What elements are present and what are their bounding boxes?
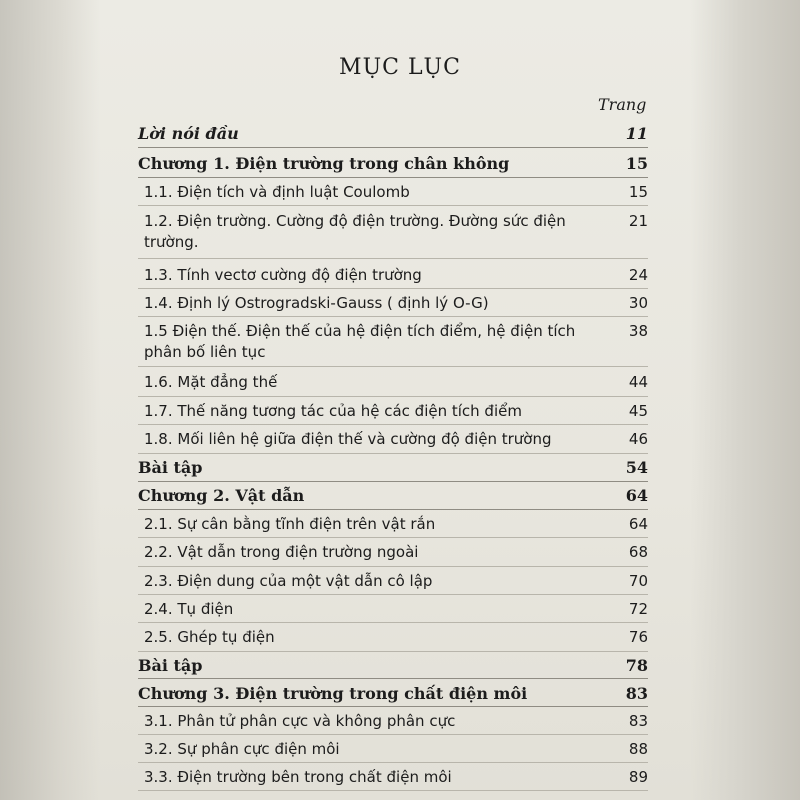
divider	[138, 594, 648, 595]
toc-entry-2-4	[138, 599, 648, 620]
divider	[138, 288, 648, 289]
divider	[138, 366, 648, 367]
toc-entry-label: 1.8. Mối liên hệ giữa điện thế và cường độ điện trường	[144, 430, 552, 448]
toc-entry-label: 1.3. Tính vectơ cường độ điện trường	[144, 266, 422, 284]
toc-entry-label: 3.3. Điện trường bên trong chất điện môi	[144, 768, 452, 786]
toc-entry-label: Lời nói đầu	[138, 124, 239, 143]
toc-entry-label: 1.2. Điện trường. Cường độ điện trường. Đường sức điện trường.	[144, 212, 566, 251]
toc-entry-label: Bài tập	[138, 656, 203, 675]
toc-entry-3-3	[138, 767, 648, 788]
divider	[138, 177, 648, 178]
toc-entry-page: 68	[628, 543, 648, 561]
page-right-edge	[690, 0, 800, 800]
divider	[138, 509, 648, 510]
toc-entry-2-5	[138, 627, 648, 648]
toc-entry-page: 64	[628, 515, 648, 533]
toc-entry-1-6	[138, 372, 648, 393]
toc-entry-preface	[138, 123, 648, 144]
divider	[138, 316, 648, 317]
divider	[138, 205, 648, 206]
toc-entry-label: 3.1. Phân tử phân cực và không phân cực	[144, 712, 456, 730]
toc-entry-page: 24	[628, 266, 648, 284]
toc-entry-label: 2.1. Sự cân bằng tĩnh điện trên vật rắn	[144, 515, 436, 533]
toc-entry-label: 3.2. Sự phân cực điện môi	[144, 740, 340, 758]
toc-entry-page: 70	[628, 572, 648, 590]
toc-entry-page: 45	[628, 402, 648, 420]
toc-entry-3-1	[138, 711, 648, 732]
toc-entry-label: 1.7. Thế năng tương tác của hệ các điện tích điểm	[144, 402, 522, 420]
toc-entry-chapter-3	[138, 683, 648, 704]
toc-entry-chapter-1	[138, 153, 648, 174]
toc-entry-label: 2.2. Vật dẫn trong điện trường ngoài	[144, 543, 419, 561]
toc-entry-page: 83	[628, 712, 648, 730]
toc-entry-label: Bài tập	[138, 458, 203, 477]
toc-entry-1-5	[138, 321, 648, 363]
toc-entry-1-8	[138, 429, 648, 450]
toc-entry-page: 78	[625, 656, 648, 675]
divider	[138, 651, 648, 652]
toc-entry-1-3	[138, 265, 648, 286]
toc-entry-page: 89	[628, 768, 648, 786]
divider	[138, 537, 648, 538]
divider	[138, 147, 648, 148]
toc-entry-page: 54	[625, 458, 648, 477]
divider	[138, 678, 648, 679]
toc-entry-2-2	[138, 542, 648, 563]
divider	[138, 481, 648, 482]
divider	[138, 734, 648, 735]
toc-entry-page: 15	[628, 183, 648, 201]
toc-entry-page: 83	[625, 684, 648, 703]
toc-entry-page: 88	[628, 740, 648, 758]
toc-entry-1-7	[138, 401, 648, 422]
divider	[138, 790, 648, 791]
toc-entry-2-3	[138, 571, 648, 592]
divider	[138, 453, 648, 454]
toc-entry-label: 1.4. Định lý Ostrogradski-Gauss ( định lý O-G)	[144, 294, 489, 312]
toc-entry-label: 1.6. Mặt đẳng thế	[144, 373, 278, 391]
toc-entry-1-4	[138, 293, 648, 314]
page-column-header: Trang	[598, 95, 647, 114]
divider	[138, 258, 648, 259]
toc-entry-label: Chương 2. Vật dẫn	[138, 486, 305, 505]
toc-entry-page: 64	[625, 486, 648, 505]
toc-entry-1-2	[138, 211, 648, 253]
divider	[138, 622, 648, 623]
toc-entry-1-1	[138, 182, 648, 203]
toc-entry-label: 2.3. Điện dung của một vật dẫn cô lập	[144, 572, 433, 590]
toc-entry-label: 2.4. Tụ điện	[144, 600, 234, 618]
toc-entry-page: 21	[628, 212, 648, 230]
toc-entry-label: 1.1. Điện tích và định luật Coulomb	[144, 183, 410, 201]
divider	[138, 706, 648, 707]
toc-entry-label: 1.5 Điện thế. Điện thế của hệ điện tích điểm, hệ điện tích phân bố liên tục	[144, 322, 576, 361]
toc-entry-label: 2.5. Ghép tụ điện	[144, 628, 275, 646]
toc-entry-3-2	[138, 739, 648, 760]
page-left-shadow	[0, 0, 100, 800]
divider	[138, 396, 648, 397]
divider	[138, 424, 648, 425]
toc-entry-page: 30	[628, 294, 648, 312]
divider	[138, 566, 648, 567]
toc-entry-chapter-2	[138, 485, 648, 506]
toc-entry-page: 44	[628, 373, 648, 391]
toc-entry-page: 38	[628, 322, 648, 340]
toc-entry-page: 11	[625, 124, 648, 143]
toc-entry-page: 76	[628, 628, 648, 646]
toc-entry-2-1	[138, 514, 648, 535]
toc-entry-exercises-1	[138, 457, 648, 478]
toc-entry-label: Chương 1. Điện trường trong chân không	[138, 154, 510, 173]
toc-entry-exercises-2	[138, 655, 648, 676]
toc-entry-page: 46	[628, 430, 648, 448]
toc-entry-page: 72	[628, 600, 648, 618]
page-title: MỤC LỤC	[339, 55, 461, 80]
toc-entry-label: Chương 3. Điện trường trong chất điện môi	[138, 684, 528, 703]
divider	[138, 762, 648, 763]
toc-entry-page: 15	[625, 154, 648, 173]
